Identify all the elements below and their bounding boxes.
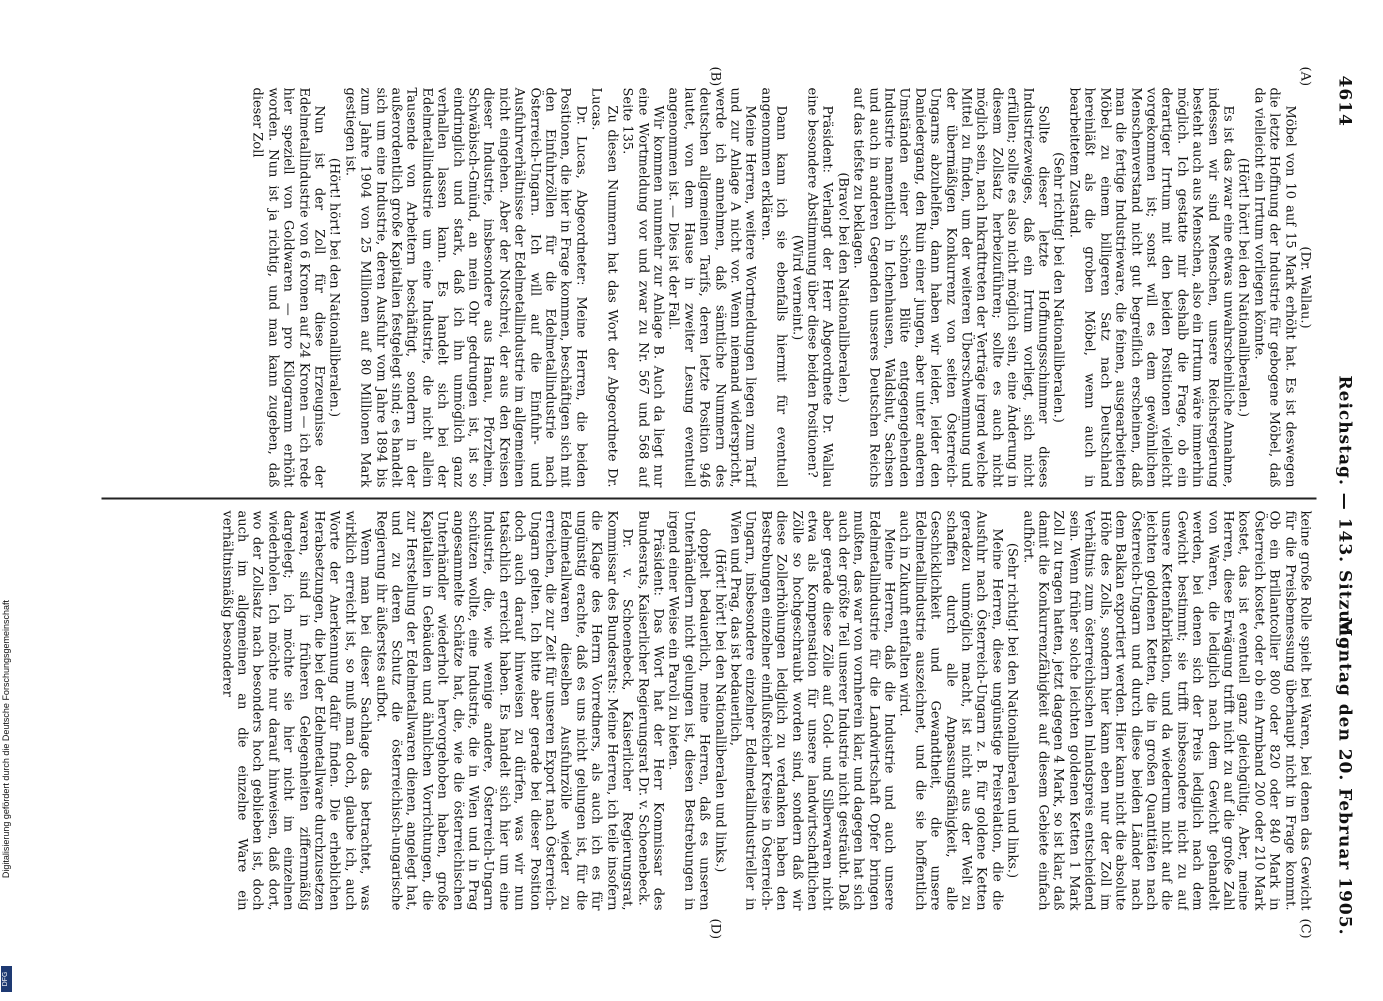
interjection: (Hört! hört! bei den Nationalliberalen und links.) [712, 548, 728, 873]
page-number: 4614 [1334, 75, 1355, 127]
session-title: Reichstag. — 143. Sitzung. [1334, 375, 1355, 657]
paragraph: Wir kommen nunmehr zur Anlage B. Auch da liegt nur eine Wortmeldung vor und zwar zu Nr. 567 und 568 auf Seite 135. [619, 87, 666, 488]
paragraph: Nun ist der Zoll für diese Erzeugnisse der Edelmetallindustrie von 6 Kronen auf 24 Kronen — ich rede hier speziell von Goldwaren — pro Kilogramm erhöht worden. Nun ist ja richtig, und man kann zugeben, daß dieser Zoll [249, 87, 327, 488]
left-text-column [113, 88, 1313, 488]
paragraph: Dann kann ich sie ebenfalls hiermit für eventuell angenommen erklären. [758, 87, 789, 488]
page-header [1327, 76, 1355, 936]
scanned-page [0, 1, 1383, 1001]
interjection: (Bravo! bei den Nationalliberalen.) [835, 172, 851, 403]
dfg-logo [1, 966, 12, 992]
margin-mark-c: (C) [1297, 918, 1313, 939]
speaker-heading: (Dr. Wallau.) [1297, 246, 1313, 329]
right-text-column [113, 511, 1313, 911]
paragraph: Möbel von 10 auf 15 Mark erhöht hat. Es ist deswegen die letzte Hoffnung der Industrie für gebogene Möbel, daß da vielleicht ein Irrtum vorliegen könnte. [1251, 87, 1298, 488]
interjection: (Hört! hört! bei den Nationalliberalen.) [326, 157, 342, 418]
paragraph: doppelt bedauerlich, meine Herren, daß es unseren Unterhändlern nicht gelungen ist, diesen Bestrebungen in irgend einer Weise ein Paroli zu bieten. [665, 510, 712, 911]
paragraph: Meine Herren, daß die Industrie und auch unsere Edelmetallindustrie für die Landwirtschaft Opfer bringen mußten, das war von vornherein klar, und dagegen hat sich auch der größte Teil unserer Industrie nicht gesträubt. Daß aber gerade diese Zölle auf Gold- und Silberwaren nicht etwa als Kompensation für unsere landwirtschaftlichen Zölle so hochgeschraubt worden sind, sondern daß wir diese Zollerhöhungen lediglich zu verdanken haben den Bestrebungen einzelner einflußreicher Kreise in Österreich-Ungarn, insbesondere einzelner Edelmetallindustrieller in Wien und Prag, das ist bedauerlich, [727, 510, 897, 911]
paragraph: Dr. Lucas, Abgeordneter: Meine Herren, die beiden Positionen, die hier in Frage kommen, beschäftigen sich mit den Einfuhrzöllen für die Edelmetallindustrie nach Österreich-Ungarn. Ich will auf die Einfuhr- und Ausfuhrverhältnisse der Edelmetallindustrie im allgemeinen nicht eingehen. Aber der Notschrei, der aus den Kreisen dieser Industrie, insbesondere aus Hanau, Pforzheim, Schwäbisch-Gmünd, an mein Ohr gedrungen ist, ist so eindringlich und stark, daß ich ihn unmöglich ganz verhallen lassen kann. Es handelt sich bei der Edelmetallindustrie um eine Industrie, die nicht allein Tausende von Arbeitern beschäftigt, sondern in der außerordentlich große Kapitalien festgelegt sind; es handelt sich um eine Industrie, deren Ausfuhr vom Jahre 1894 bis zum Jahre 1904 von 25 Millionen auf 80 Millionen Mark gestiegen ist. [342, 87, 589, 488]
digitization-credit [0, 600, 12, 1000]
dfg-logo-text: DFG [2, 971, 9, 987]
paragraph: Meine Herren, diese ungünstige Preisrelation, die die Ausfuhr nach Österreich-Ungarn z. B. für goldene Ketten geradezu unmöglich macht, ist nicht aus der Welt zu schaffen durch alle Anpassungsfähigkeit, alle Geschicklichkeit und Gewandtheit, die unsere Edelmetallindustrie auszeichnet, und die sie hoffentlich auch in Zukunft entfalten wird. [896, 510, 1005, 911]
digitization-credit-text: Digitalisierung gefördert durch die Deutsche Forschungsgemeinschaft [1, 600, 11, 879]
session-date: Montag den 20. Februar 1905. [1334, 617, 1355, 936]
paragraph: Präsident: Das Wort hat der Herr Kommissar des Bundesrats, Kaiserlicher Regierungsrat Dr. v. Schoenebeck. [635, 510, 666, 911]
margin-mark-b: (B) [707, 66, 723, 87]
interjection: (Hört! hört! bei den Nationalliberalen.) [1235, 157, 1251, 418]
paragraph: Dr. v. Schoenebeck, Kaiserlicher Regierungsrat, Kommissar des Bundesrats: Meine Herren, ich teile insofern die Klage des Herrn Vorredners, als auch ich es für ungünstig erachte, daß es uns nicht gelungen ist, für die Edelmetallwaren dieselben Ausfuhrzölle wieder zu erreichen, die zur Zeit für unseren Export nach Österreich-Ungarn gelten. Ich bitte aber gerade bei dieser Position doch auch darauf hinweisen zu dürfen, was wir nun tatsächlich erreicht haben. Es handelt sich hier um eine Industrie, die, wie wenige andere, Österreich-Ungarn schützen wollte, eine Industrie, die in Wien und in Prag angesammelte Schätze hat, die, wie die österreichischen Unterhändler wiederholt hervorgehoben haben, große Kapitalien in Gebäuden und ähnlichen Vorrichtungen, die zur Herstellung der Edelmetallwaren dienen, angelegt hat, und zu deren Schutz die österreichisch-ungarische Regierung ihr äußerstes aufbot. [373, 510, 635, 911]
paragraph: keine große Rolle spielt bei Waren, bei denen das Gewicht für die Preisbemessung überhaupt nicht in Frage kommt. Ob ein Brillantcollier 800 oder 820 oder 840 Mark in Österreich kostet, oder ob ein Armband 200 oder 210 Mark kostet, das ist eventuell ganz gleichgültig. Aber, meine Herren, diese Erwägung trifft nicht zu auf die große Zahl von Waren, die lediglich nach dem Gewicht gehandelt werden, bei denen sich der Preis lediglich nach dem Gewicht bestimmt; sie trifft insbesondere nicht zu auf unsere Kettenfabrikation, und da wiederum nicht auf die leichten goldenen Ketten, die in großen Quantitäten nach Österreich-Ungarn und durch diese beiden Länder nach dem Balkan exportiert werden. Hier kann nicht die absolute Höhe des Zolls, sondern hier kann eben nur der Zoll im Verhältnis zum österreichischen Inlandspreis entscheidend sein. Wenn früher solche leichten goldenen Ketten 1 Mark Zoll zu tragen hatten, jetzt dagegen 4 Mark, so ist klar, daß damit die Konkurrenzfähigkeit auf diesem Gebiete einfach aufhört. [1020, 510, 1313, 911]
paragraph: Es ist das zwar eine etwas unwahrscheinliche Annahme, indessen wir sind Menschen, unsere Reichsregierung besteht auch aus Menschen, also ein Irrtum wäre immerhin möglich. Ich gestatte mir deshalb die Frage, ob ein derartiger Irrtum mit den beiden Positionen vielleicht vorgekommen ist; sonst will es dem gewöhnlichen Menschenverstand nicht gut begreiflich erscheinen, daß man die fertige Industrieware, die feinen, ausgearbeiteten Möbel zu einem billigeren Satz nach Deutschland hereinläßt als die groben Möbel, wenn auch in bearbeitetem Zustand. [1066, 87, 1236, 488]
column-divider [102, 498, 1317, 500]
interjection: (Sehr richtig! bei den Nationalliberalen und links.) [1004, 542, 1020, 879]
margin-mark-d: (D) [707, 918, 723, 940]
paragraph: Zu diesen Nummern hat das Wort der Abgeordnete Dr. Lucas. [588, 87, 620, 488]
paragraph: Wenn man bei dieser Sachlage das betrachtet, was wirklich erreicht ist, so muß man doch, glaube ich, auch Worte der Anerkennung dafür finden. Die erheblichen Herabsetzungen, die bei der Edelmetallware durchzusetzen waren, sind in früheren Gelegenheiten ziffernmäßig dargelegt; ich möchte sie hier nicht im einzelnen wiederholen. Ich möchte nur darauf hinweisen, daß dort, wo der Zollsatz nach besonders hoch geblieben ist, doch auch im allgemeinen an die einzelne Ware ein verhältnismäßig besonderer [219, 510, 373, 911]
paragraph: Meine Herren, weitere Wortmeldungen liegen zum Tarif und zur Anlage A nicht vor. Wenn niemand widerspricht, werde ich annehmen, daß sämtliche Nummern des deutschen allgemeinen Tarifs, deren letzte Position 946 lautet, von dem Hause in zweiter Lesung eventuell angenommen ist. — Dies ist der Fall. [665, 87, 758, 488]
interjection: (Sehr richtig! bei den Nationalliberalen.) [1051, 152, 1066, 423]
margin-mark-a: (A) [1297, 66, 1313, 87]
paragraph: Sollte dieser letzte Hoffnungsschimmer dieses Industriezweiges, daß ein Irrtum vorliegt, sich nicht erfüllen; sollte es also nicht möglich sein, eine Änderung in diesem Zollsatz herbeizuführen; sollte es auch nicht möglich sein, nach Inkrafttreten der Verträge irgend welche Mittel zu finden, um der weiteren Überschwemmung und der übermäßigen Konkurrenz von seiten Österreich-Ungarns abzuhelfen, dann haben wir leider, leider den Daniedergang, den Ruin einer jungen, aber unter anderen Umständen einer schönen Blüte entgegengehenden Industrie namentlich in Ichenhausen, Waldshut, Sachsen und auch in anderen Gegenden unseres Deutschen Reichs auf das tiefste zu beklagen. [850, 87, 1051, 488]
interjection: (Wird verneint.) [789, 234, 805, 341]
paragraph: Präsident: Verlangt der Herr Abgeordnete Dr. Wallau eine besondere Abstimmung über diese beiden Positionen? [804, 87, 835, 488]
